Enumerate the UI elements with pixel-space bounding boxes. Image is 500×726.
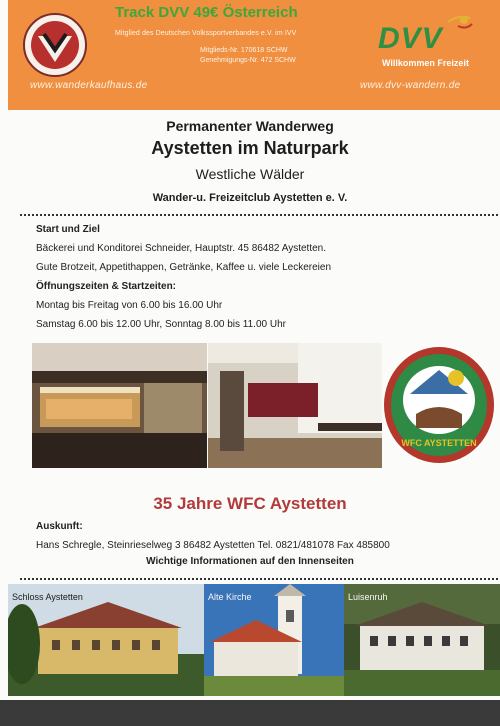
start-section bbox=[36, 220, 331, 334]
permit-number: Genehmigungs-Nr. 472 SCHW bbox=[200, 57, 296, 64]
cafe-interior-photo bbox=[208, 343, 382, 468]
photo-luisenruh bbox=[344, 584, 500, 696]
photo-caption: Schloss Aystetten bbox=[12, 592, 83, 602]
photo-caption: Alte Kirche bbox=[208, 592, 252, 602]
dotted-divider bbox=[20, 214, 498, 216]
wfc-logo-text: WFC AYSTETTEN bbox=[401, 438, 477, 448]
url-right[interactable]: www.dvv-wandern.de bbox=[360, 80, 461, 91]
member-number: Mitglieds-Nr. 170618 SCHW bbox=[200, 47, 288, 54]
dvv-tagline: Willkommen Freizeit bbox=[382, 58, 469, 68]
anniversary-title: 35 Jahre WFC Aystetten bbox=[153, 494, 347, 513]
member-line: Mitglied des Deutschen Volkssportverbandes e.V. im IVV bbox=[115, 30, 297, 37]
url-left[interactable]: www.wanderkaufhaus.de bbox=[30, 80, 148, 91]
dvv-logo-text: DVV bbox=[378, 22, 443, 55]
start-address: Bäckerei und Konditorei Schneider, Hauptstr. 45 86482 Aystetten. bbox=[36, 243, 327, 254]
hours-heading: Öffnungszeiten & Startzeiten: bbox=[36, 281, 177, 292]
title-line-3: Westliche Wälder bbox=[195, 166, 305, 182]
contact-line: Hans Schregle, Steinrieselweg 3 86482 Aystetten Tel. 0821/481078 Fax 485800 bbox=[36, 540, 390, 551]
bottom-bar bbox=[0, 700, 500, 726]
bakery-counter-photo bbox=[32, 343, 207, 468]
hours-weekend: Samstag 6.00 bis 12.00 Uhr, Sonntag 8.00 bis 11.00 Uhr bbox=[36, 319, 286, 330]
start-heading: Start und Ziel bbox=[36, 224, 100, 235]
wfc-club-logo bbox=[382, 344, 497, 466]
contact-section bbox=[36, 517, 390, 555]
title-line-2: Aystetten im Naturpark bbox=[151, 138, 349, 158]
photo-kirche bbox=[204, 584, 344, 696]
hint-text: Wichtige Informationen auf den Innenseiten bbox=[146, 556, 354, 567]
ivv-logo-icon bbox=[22, 12, 88, 78]
member-numbers bbox=[200, 46, 296, 66]
title-line-1: Permanenter Wanderweg bbox=[166, 118, 334, 134]
photo-caption: Luisenruh bbox=[348, 592, 388, 602]
hours-weekdays: Montag bis Freitag von 6.00 bis 16.00 Uhr bbox=[36, 300, 223, 311]
title-line-4: Wander-u. Freizeitclub Aystetten e. V. bbox=[152, 192, 348, 204]
start-offer: Gute Brotzeit, Appetithappen, Getränke, Kaffee u. viele Leckereien bbox=[36, 262, 332, 273]
contact-heading: Auskunft: bbox=[36, 521, 83, 532]
track-title: Track DVV 49€ Österreich bbox=[115, 4, 298, 21]
photo-schloss bbox=[8, 584, 204, 696]
dotted-divider-2 bbox=[20, 578, 498, 580]
